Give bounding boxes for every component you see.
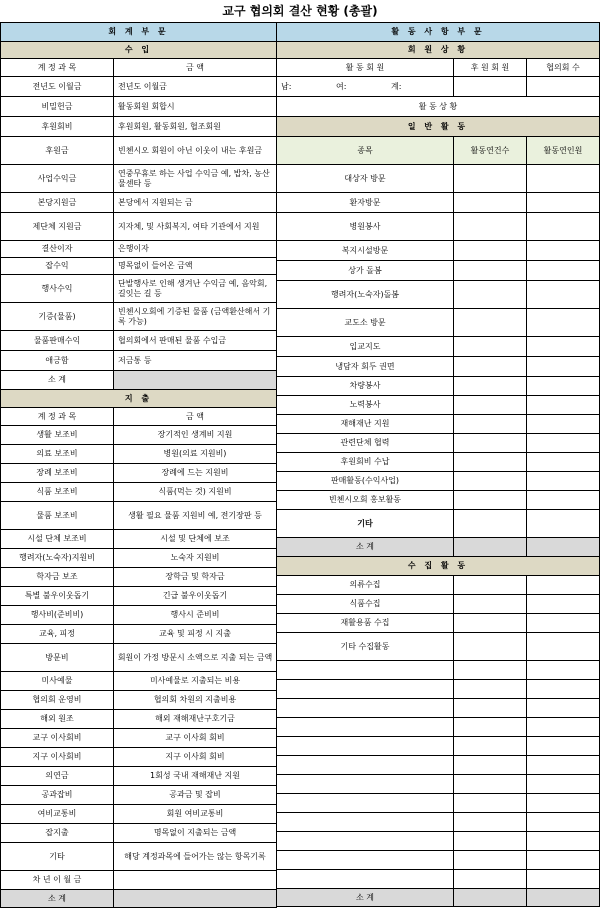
expense-account-column-header: 계 정 과 목 [0, 408, 114, 425]
activity-category-label: 빈첸시오회 홍보활동 [277, 491, 454, 509]
activity-people-value[interactable] [527, 510, 600, 537]
activity-count-value[interactable] [454, 510, 527, 537]
activity-people-value[interactable] [527, 491, 600, 509]
activity-people-value[interactable] [527, 281, 600, 308]
collection-activity-header: 수 집 활 동 [277, 557, 600, 575]
activity-category-label: 환자방문 [277, 193, 454, 212]
activity-category-label: 상가 돌봄 [277, 261, 454, 280]
supporter-count-value[interactable] [454, 77, 527, 96]
expense-account-label: 행사비(준비비) [0, 606, 114, 624]
expense-account-desc: 회원 여비교통비 [114, 805, 277, 823]
income-row [0, 97, 277, 117]
account-column-header: 계 정 과 목 [0, 59, 114, 76]
collection-activity-row [277, 595, 600, 614]
empty-row [277, 813, 600, 832]
general-activity-row [277, 165, 600, 193]
expense-account-desc: 명목없이 지출되는 금액 [114, 824, 277, 842]
general-subtotal-label: 소 계 [277, 538, 454, 556]
activity-count-value[interactable] [454, 357, 527, 376]
empty-cell [277, 718, 454, 736]
general-activity-row [277, 357, 600, 377]
activity-category-label: 노력봉사 [277, 396, 454, 414]
income-account-label: 사업수익금 [0, 165, 114, 192]
empty-cell [527, 718, 600, 736]
income-row [0, 165, 277, 193]
income-account-label: 기증(물품) [0, 303, 114, 330]
empty-cell [454, 699, 527, 717]
activity-people-value[interactable] [527, 453, 600, 471]
income-column-header-row [0, 59, 277, 77]
expense-account-label: 생활 보조비 [0, 426, 114, 444]
activity-count-value[interactable] [454, 261, 527, 280]
general-activity-row [277, 309, 600, 337]
activity-section-title: 활 동 사 항 부 문 [277, 23, 600, 41]
final-subtotal-people [527, 889, 600, 906]
expense-row [0, 530, 277, 549]
empty-row [277, 794, 600, 813]
empty-cell [527, 851, 600, 869]
empty-cell [277, 737, 454, 755]
income-row [0, 258, 277, 275]
collection-count-value[interactable] [454, 595, 527, 613]
activity-count-value[interactable] [454, 491, 527, 509]
expense-row [0, 502, 277, 530]
activity-count-value[interactable] [454, 434, 527, 452]
gender-male-label: 남: [281, 81, 292, 91]
general-activity-row [277, 415, 600, 434]
income-account-desc: 단발행사로 인해 생겨난 수익금 예, 음악회, 길잇는 길 등 [114, 275, 277, 302]
income-account-label: 결산이자 [0, 241, 114, 257]
gender-female-label: 여: [336, 81, 347, 91]
activity-people-value[interactable] [527, 213, 600, 240]
expense-account-label: 의연금 [0, 767, 114, 785]
activity-category-label: 재해재난 지원 [277, 415, 454, 433]
collection-category-label: 의류수집 [277, 576, 454, 594]
activity-category-label: 차량봉사 [277, 377, 454, 395]
empty-row [277, 680, 600, 699]
income-account-desc: 활동회원 회합시 [114, 97, 277, 116]
empty-cell [454, 794, 527, 812]
expense-account-label: 학자금 보조 [0, 568, 114, 586]
empty-cell [527, 680, 600, 698]
expense-account-label: 장례 보조비 [0, 464, 114, 482]
empty-cell [277, 870, 454, 888]
activity-people-value[interactable] [527, 377, 600, 395]
expense-account-desc: 행사시 준비비 [114, 606, 277, 624]
income-account-label: 행사수익 [0, 275, 114, 302]
expense-account-desc: 생활 필요 물품 지원비 예, 전기장판 등 [114, 502, 277, 529]
activity-people-value[interactable] [527, 337, 600, 356]
expense-subtotal-label: 소 계 [0, 890, 114, 907]
activity-count-value[interactable] [454, 377, 527, 395]
expense-account-desc: 장례에 드는 지원비 [114, 464, 277, 482]
expense-header-row [0, 390, 277, 408]
expense-account-desc: 해외 재해재난구호기금 [114, 710, 277, 728]
expense-account-label: 교구 이사회비 [0, 729, 114, 747]
general-activity-row [277, 396, 600, 415]
empty-cell [454, 718, 527, 736]
empty-cell [454, 813, 527, 831]
council-count-header: 협의회 수 [527, 59, 600, 76]
activity-count-value[interactable] [454, 241, 527, 260]
empty-cell [454, 832, 527, 850]
final-subtotal-count [454, 889, 527, 906]
income-row [0, 213, 277, 241]
collection-people-value[interactable] [527, 595, 600, 613]
general-activity-row [277, 261, 600, 281]
activity-category-label: 기타 [277, 510, 454, 537]
empty-cell [454, 851, 527, 869]
gender-count-cell [277, 77, 454, 96]
expense-account-label: 교육, 피정 [0, 625, 114, 643]
income-account-label: 애긍함 [0, 351, 114, 370]
expense-account-desc: 장학금 및 학자금 [114, 568, 277, 586]
income-account-desc: 전년도 이월금 [114, 77, 277, 96]
activity-people-value[interactable] [527, 309, 600, 336]
empty-row [277, 699, 600, 718]
expense-account-desc: 공과금 및 잡비 [114, 786, 277, 804]
general-activity-row [277, 453, 600, 472]
empty-cell [454, 756, 527, 774]
empty-cell [527, 870, 600, 888]
empty-cell [527, 737, 600, 755]
empty-cell [277, 851, 454, 869]
income-subtotal-value [114, 371, 277, 389]
empty-row [277, 775, 600, 794]
final-subtotal-row [277, 889, 600, 907]
expense-row [0, 606, 277, 625]
empty-cell [527, 699, 600, 717]
income-account-label: 본당지원금 [0, 193, 114, 212]
collection-count-value[interactable] [454, 633, 527, 660]
empty-row [277, 661, 600, 680]
activity-category-label: 판매활동(수익사업) [277, 472, 454, 490]
expense-row [0, 710, 277, 729]
activity-people-value[interactable] [527, 396, 600, 414]
activity-people-value[interactable] [527, 434, 600, 452]
activity-category-label: 복지시설방문 [277, 241, 454, 260]
expense-account-desc: 1회성 국내 재해재난 지원 [114, 767, 277, 785]
collection-category-label: 재활용품 수집 [277, 614, 454, 632]
income-subtotal-label: 소 계 [0, 371, 114, 389]
activity-category-label: 대상자 방문 [277, 165, 454, 192]
general-activity-row [277, 472, 600, 491]
activity-people-value[interactable] [527, 241, 600, 260]
activity-people-value[interactable] [527, 261, 600, 280]
member-column-header-row [277, 59, 600, 77]
expense-account-label: 공과잡비 [0, 786, 114, 804]
expense-account-desc: 교구 이사회 회비 [114, 729, 277, 747]
empty-cell [527, 756, 600, 774]
council-count-value[interactable] [527, 77, 600, 96]
empty-cell [454, 870, 527, 888]
income-account-desc: 연중무휴로 하는 사업 수익금 예, 밥차, 농산물센타 등 [114, 165, 277, 192]
general-subtotal-row [277, 538, 600, 557]
general-activity-header: 일 반 활 동 [277, 117, 600, 136]
expense-row [0, 786, 277, 805]
activity-category-label: 냉담자 회두 권면 [277, 357, 454, 376]
expense-account-label: 지구 이사회비 [0, 748, 114, 766]
page-title: 교구 협의회 결산 현황 (총괄) [222, 4, 378, 18]
expense-row [0, 426, 277, 445]
expense-row [0, 691, 277, 710]
income-account-desc: 빈첸시오회에 기증된 물품 (금액환산해서 기록 가능) [114, 303, 277, 330]
income-account-desc: 저금통 등 [114, 351, 277, 370]
empty-cell [527, 775, 600, 793]
empty-row [277, 718, 600, 737]
category-column-header: 종목 [277, 137, 454, 164]
expense-subtotal-value [114, 890, 277, 907]
expense-account-desc: 긴급 불우이웃돕기 [114, 587, 277, 605]
supporter-member-header: 후 원 회 원 [454, 59, 527, 76]
empty-cell [277, 832, 454, 850]
activity-people-value[interactable] [527, 165, 600, 192]
expense-account-label: 방문비 [0, 644, 114, 671]
expense-row [0, 625, 277, 644]
activity-people-value[interactable] [527, 193, 600, 212]
expense-row [0, 549, 277, 568]
empty-cell [277, 661, 454, 679]
expense-row [0, 843, 277, 871]
empty-cell [277, 680, 454, 698]
expense-row [0, 587, 277, 606]
empty-cell [454, 737, 527, 755]
general-activity-row [277, 213, 600, 241]
expense-account-label: 협의회 운영비 [0, 691, 114, 709]
activity-section [277, 22, 600, 907]
collection-category-label: 식품수집 [277, 595, 454, 613]
activity-people-value[interactable] [527, 415, 600, 433]
activity-people-value[interactable] [527, 357, 600, 376]
activity-category-label: 입교지도 [277, 337, 454, 356]
empty-row [277, 756, 600, 775]
activity-category-label: 병원봉사 [277, 213, 454, 240]
income-row [0, 275, 277, 303]
expense-row [0, 748, 277, 767]
expense-row [0, 445, 277, 464]
expense-row [0, 805, 277, 824]
activity-people-value[interactable] [527, 472, 600, 490]
expense-row [0, 568, 277, 587]
empty-cell [277, 813, 454, 831]
accounting-section [0, 22, 277, 908]
expense-row [0, 871, 277, 890]
expense-account-label: 시설 단체 보조비 [0, 530, 114, 548]
expense-account-label: 행려자(노숙자)지원비 [0, 549, 114, 567]
income-account-desc: 지자체, 및 사회복지, 여타 기관에서 지원 [114, 213, 277, 240]
empty-row [277, 851, 600, 870]
income-account-desc: 명목없이 들어온 금액 [114, 258, 277, 274]
empty-row [277, 870, 600, 889]
empty-row [277, 832, 600, 851]
general-activity-header-row [277, 117, 600, 137]
activity-count-value[interactable] [454, 472, 527, 490]
active-member-header: 활 동 회 원 [277, 59, 454, 76]
expense-row [0, 483, 277, 502]
accounting-section-title: 회 계 부 문 [0, 23, 277, 41]
empty-cell [454, 775, 527, 793]
income-row [0, 117, 277, 137]
expense-account-desc: 시설 및 단체에 보조 [114, 530, 277, 548]
collection-category-label: 기타 수집활동 [277, 633, 454, 660]
activity-count-value[interactable] [454, 337, 527, 356]
collection-people-value[interactable] [527, 614, 600, 632]
collection-count-value[interactable] [454, 614, 527, 632]
expense-account-desc: 지구 이사회 회비 [114, 748, 277, 766]
expense-row [0, 672, 277, 691]
member-status-header: 회 원 상 황 [277, 42, 600, 58]
general-activity-row [277, 491, 600, 510]
expense-account-desc: 회원이 가정 방문시 소액으로 지출 되는 금액 [114, 644, 277, 671]
activity-category-label: 후원회비 수납 [277, 453, 454, 471]
income-account-desc: 후원회원, 활동회원, 협조회원 [114, 117, 277, 136]
expense-account-desc: 해당 계정과목에 들어가는 않는 항목기록 [114, 843, 277, 870]
collect-header-row [277, 557, 600, 576]
income-row [0, 193, 277, 213]
income-account-label: 전년도 이월금 [0, 77, 114, 96]
expense-account-label: 물품 보조비 [0, 502, 114, 529]
expense-column-header-row [0, 408, 277, 426]
general-activity-row [277, 281, 600, 309]
expense-account-label: 차 년 이 월 금 [0, 871, 114, 889]
empty-cell [527, 794, 600, 812]
income-account-desc: 협의회에서 판매된 물품 수입금 [114, 331, 277, 350]
general-subtotal-count [454, 538, 527, 556]
expense-row [0, 729, 277, 748]
expense-account-label: 기타 [0, 843, 114, 870]
expense-row [0, 767, 277, 786]
activity-count-value[interactable] [454, 281, 527, 308]
expense-account-label: 미사예물 [0, 672, 114, 690]
income-account-label: 후원금 [0, 137, 114, 164]
income-row [0, 77, 277, 97]
expense-account-desc: 협의회 차원의 지출비용 [114, 691, 277, 709]
income-header-row [0, 42, 277, 59]
income-subtotal-row [0, 371, 277, 390]
collection-activity-row [277, 633, 600, 661]
empty-row [277, 737, 600, 756]
general-activity-row [277, 377, 600, 396]
expense-account-desc: 식품(먹는 것) 지원비 [114, 483, 277, 501]
activity-category-label: 관련단체 협력 [277, 434, 454, 452]
expense-account-desc: 미사예물로 지출되는 비용 [114, 672, 277, 690]
activity-category-label: 행려자(노숙자)돌봄 [277, 281, 454, 308]
expense-account-label: 여비교통비 [0, 805, 114, 823]
income-account-label: 물품판매수익 [0, 331, 114, 350]
activity-count-value[interactable] [454, 193, 527, 212]
collection-activity-row [277, 614, 600, 633]
expense-account-label: 의료 보조비 [0, 445, 114, 463]
empty-cell [454, 661, 527, 679]
expense-header: 지 출 [0, 390, 277, 407]
collection-activity-row [277, 576, 600, 595]
activity-count-value[interactable] [454, 213, 527, 240]
empty-cell [277, 775, 454, 793]
expense-amount-column-header: 금 액 [114, 408, 277, 425]
general-activity-row [277, 241, 600, 261]
income-row [0, 351, 277, 371]
activity-category-label: 교도소 방문 [277, 309, 454, 336]
member-gender-row [277, 77, 600, 97]
expense-account-desc [114, 871, 277, 889]
expense-account-desc: 노숙자 지원비 [114, 549, 277, 567]
empty-cell [527, 832, 600, 850]
expense-row [0, 824, 277, 843]
activity-status-label: 활 동 상 황 [277, 97, 600, 116]
general-activity-row [277, 434, 600, 453]
income-row [0, 137, 277, 165]
expense-account-desc: 교육 및 피정 시 지출 [114, 625, 277, 643]
income-header: 수 입 [0, 42, 277, 58]
empty-cell [527, 661, 600, 679]
right-section-header [277, 23, 600, 42]
collection-people-value[interactable] [527, 633, 600, 660]
income-row [0, 303, 277, 331]
activity-count-value[interactable] [454, 453, 527, 471]
expense-account-desc: 장기적인 생계비 지원 [114, 426, 277, 444]
activity-status-row [277, 97, 600, 117]
income-account-label: 제단체 지원금 [0, 213, 114, 240]
gender-total-label: 계: [391, 81, 402, 91]
general-activity-row [277, 193, 600, 213]
activity-count-header: 활동연건수 [454, 137, 527, 164]
left-section-header [0, 23, 277, 42]
empty-cell [277, 794, 454, 812]
income-account-label: 비밀헌금 [0, 97, 114, 116]
member-header-row [277, 42, 600, 59]
income-row [0, 241, 277, 258]
collection-people-value[interactable] [527, 576, 600, 594]
expense-row [0, 464, 277, 483]
activity-people-header: 활동연인원 [527, 137, 600, 164]
empty-cell [454, 680, 527, 698]
general-activity-row [277, 510, 600, 538]
expense-row [0, 644, 277, 672]
expense-subtotal-row [0, 890, 277, 908]
income-account-desc: 본당에서 지원되는 금 [114, 193, 277, 212]
general-activity-row [277, 337, 600, 357]
income-account-desc: 빈첸시오 회원이 아닌 이웃이 내는 후원금 [114, 137, 277, 164]
empty-cell [527, 813, 600, 831]
expense-account-label: 특별 불우이웃돕기 [0, 587, 114, 605]
income-account-label: 후원회비 [0, 117, 114, 136]
income-account-label: 잡수익 [0, 258, 114, 274]
general-column-header-row [277, 137, 600, 165]
amount-column-header: 금 액 [114, 59, 277, 76]
empty-cell [277, 756, 454, 774]
income-row [0, 331, 277, 351]
empty-cell [277, 699, 454, 717]
activity-count-value[interactable] [454, 396, 527, 414]
expense-account-desc: 병원(의료 지원비) [114, 445, 277, 463]
general-subtotal-people [527, 538, 600, 556]
expense-account-label: 해외 원조 [0, 710, 114, 728]
activity-count-value[interactable] [454, 415, 527, 433]
final-subtotal-label: 소 계 [277, 889, 454, 906]
income-account-desc: 은행이자 [114, 241, 277, 257]
activity-count-value[interactable] [454, 309, 527, 336]
collection-count-value[interactable] [454, 576, 527, 594]
activity-count-value[interactable] [454, 165, 527, 192]
expense-account-label: 식품 보조비 [0, 483, 114, 501]
expense-account-label: 잡지출 [0, 824, 114, 842]
